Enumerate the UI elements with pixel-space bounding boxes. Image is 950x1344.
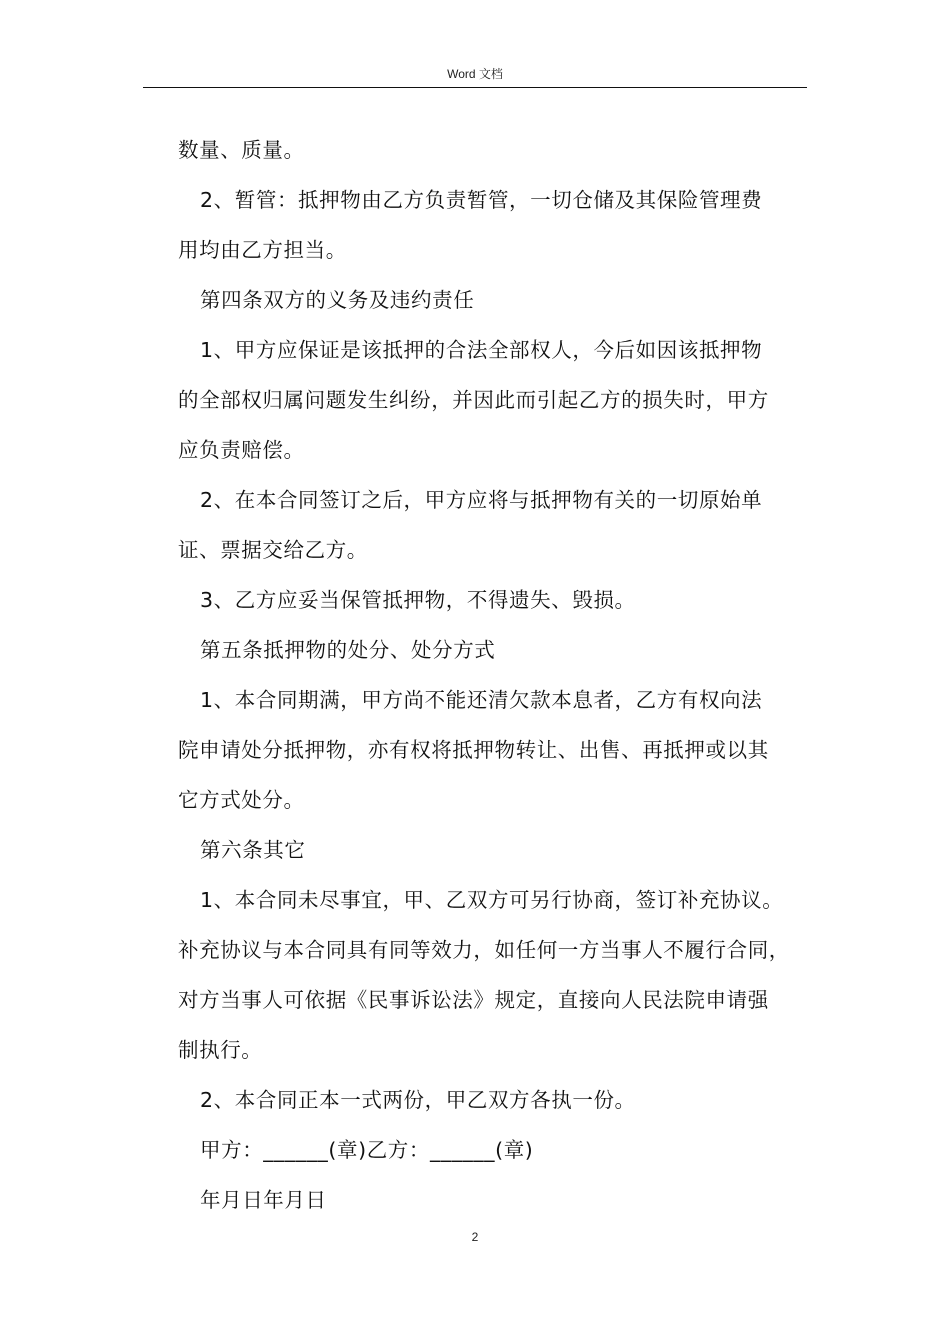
body-line: 2、在本合同签订之后，甲方应将与抵押物有关的一切原始单 — [200, 488, 763, 512]
date-line: 年月日年月日 — [200, 1188, 327, 1212]
body-line: 2、本合同正本一式两份，甲乙双方各执一份。 — [200, 1088, 636, 1112]
page-number: 2 — [471, 1230, 479, 1244]
body-line: 1、本合同未尽事宜，甲、乙双方可另行协商，签订补充协议。 — [200, 888, 784, 912]
section-heading: 第五条抵押物的处分、处分方式 — [200, 638, 496, 662]
body-line: 应负责赔偿。 — [178, 438, 305, 462]
body-line: 证、票据交给乙方。 — [178, 538, 368, 562]
body-line: 1、甲方应保证是该抵押的合法全部权人，今后如因该抵押物 — [200, 338, 763, 362]
body-line: 数量、质量。 — [178, 138, 305, 162]
body-line: 用均由乙方担当。 — [178, 238, 347, 262]
body-line: 院申请处分抵押物，亦有权将抵押物转让、出售、再抵押或以其 — [178, 738, 769, 762]
body-line: 1、本合同期满，甲方尚不能还清欠款本息者，乙方有权向法 — [200, 688, 763, 712]
body-line: 补充协议与本合同具有同等效力，如任何一方当事人不履行合同， — [178, 938, 790, 962]
header-divider — [143, 87, 807, 88]
signature-line: 甲方：______(章)乙方：______(章) — [200, 1138, 534, 1162]
section-heading: 第四条双方的义务及违约责任 — [200, 288, 475, 312]
body-line: 2、暂管：抵押物由乙方负责暂管，一切仓储及其保险管理费 — [200, 188, 763, 212]
body-line: 它方式处分。 — [178, 788, 305, 812]
page-header-title: Word 文档 — [447, 67, 503, 81]
body-line: 对方当事人可依据《民事诉讼法》规定，直接向人民法院申请强 — [178, 988, 769, 1012]
document-body — [178, 125, 818, 1225]
section-heading: 第六条其它 — [200, 838, 306, 862]
body-line: 制执行。 — [178, 1038, 263, 1062]
body-line: 的全部权归属问题发生纠纷，并因此而引起乙方的损失时，甲方 — [178, 388, 769, 412]
body-line: 3、乙方应妥当保管抵押物，不得遗失、毁损。 — [200, 588, 636, 612]
